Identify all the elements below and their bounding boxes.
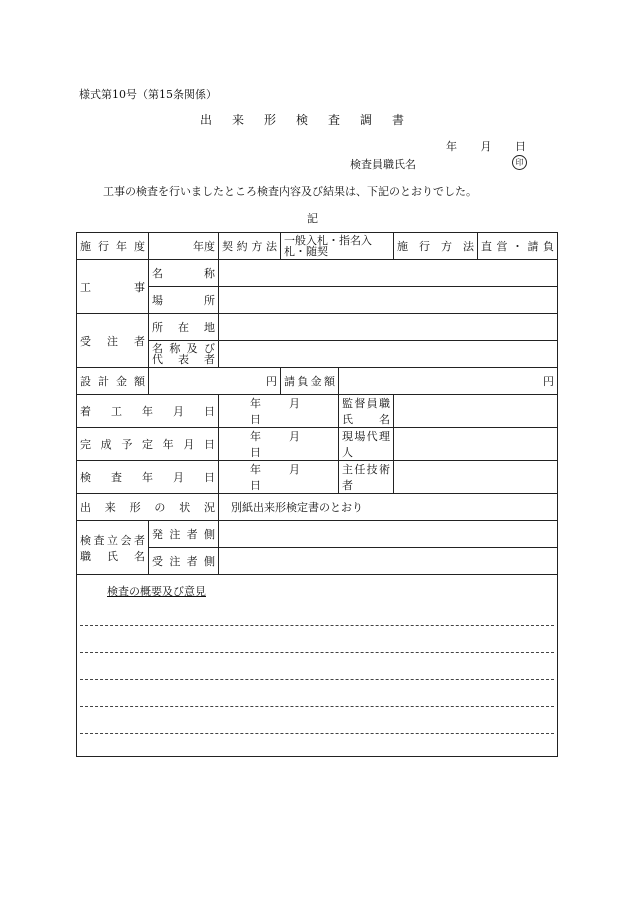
contractor-side-field[interactable] [219, 548, 558, 575]
notes-area[interactable] [77, 575, 558, 757]
witness-line-1: 検査立会者 [80, 533, 145, 547]
seal-icon: 印 [512, 155, 527, 170]
inspection-day: 日 [250, 479, 261, 492]
chief-engineer-label: 主任技術者 [339, 461, 394, 494]
contract-amount-field[interactable]: 円 [339, 368, 558, 395]
planned-day: 日 [250, 446, 261, 459]
witness-label [77, 521, 149, 575]
start-date-label: 着工年月日 [77, 395, 219, 428]
intro-text: 工事の検査を行いましたところ検査内容及び結果は、下記のとおりでした。 [103, 185, 477, 198]
fiscal-year-label: 施行年度 [77, 233, 149, 260]
inspection-month: 月 [289, 463, 300, 476]
name-rep-line-2: 代表者 [152, 353, 215, 366]
contract-amount-label: 請負金額 [281, 368, 339, 395]
planned-completion-label: 完成予定年月日 [77, 428, 219, 461]
start-year: 年 [250, 397, 261, 410]
design-amount-field[interactable]: 円 [149, 368, 281, 395]
execution-method-options[interactable]: 直営・請負 [478, 233, 558, 260]
work-name-field[interactable] [219, 260, 558, 287]
planned-month: 月 [289, 430, 300, 443]
notes-line [80, 625, 554, 652]
planned-year: 年 [250, 430, 261, 443]
document-title: 出来形検査調書 [200, 113, 425, 127]
progress-status-label: 出来形の状況 [77, 494, 219, 521]
inspection-year: 年 [250, 463, 261, 476]
orderer-side-field[interactable] [219, 521, 558, 548]
contract-method-options[interactable]: 一般入札・指名入札・随契 [281, 233, 394, 260]
ki-heading: 記 [307, 212, 318, 225]
date-month-label: 月 [480, 140, 492, 153]
site-agent-label: 現場代理人 [339, 428, 394, 461]
progress-status-field[interactable]: 別紙出来形検定書のとおり [219, 494, 558, 521]
orderer-side-label: 発注者側 [149, 521, 219, 548]
chief-engineer-field[interactable] [394, 461, 558, 494]
work-name-label: 名称 [149, 260, 219, 287]
inspection-date-field[interactable] [219, 461, 339, 494]
execution-method-label: 施行方法 [394, 233, 478, 260]
contract-method-label: 契約方法 [219, 233, 281, 260]
start-day: 日 [250, 413, 261, 426]
start-month: 月 [289, 397, 300, 410]
notes-line [80, 679, 554, 706]
form-number: 様式第10号（第15条関係） [79, 88, 217, 101]
design-amount-label: 設計金額 [77, 368, 149, 395]
witness-line-2: 職氏名 [80, 549, 145, 563]
start-date-field[interactable] [219, 395, 339, 428]
contractor-address-label: 所在地 [149, 314, 219, 341]
notes-line [80, 733, 554, 756]
inspection-date-label: 検査年月日 [77, 461, 219, 494]
contractor-name-rep-label [149, 341, 219, 368]
date-year-label: 年 [446, 140, 457, 153]
work-place-field[interactable] [219, 287, 558, 314]
inspector-name-label: 検査員職氏名 [350, 158, 416, 171]
fiscal-year-field[interactable]: 年度 [149, 233, 219, 260]
contractor-address-field[interactable] [219, 314, 558, 341]
planned-completion-field[interactable] [219, 428, 339, 461]
inspection-form-table [76, 232, 558, 757]
site-agent-field[interactable] [394, 428, 558, 461]
notes-title: 検査の概要及び意見 [107, 585, 206, 598]
notes-line [80, 652, 554, 679]
name-rep-line-1: 名称及び [152, 342, 215, 355]
contractor-name-rep-field[interactable] [219, 341, 558, 368]
work-place-label: 場所 [149, 287, 219, 314]
contractor-side-label: 受注者側 [149, 548, 219, 575]
notes-line [80, 706, 554, 733]
notes-spacer [80, 599, 554, 625]
work-label: 工事 [77, 260, 149, 314]
date-day-label: 日 [515, 140, 526, 153]
supervisor-field[interactable] [394, 395, 558, 428]
supervisor-label: 監督員職氏名 [339, 395, 394, 428]
document-date [446, 138, 526, 154]
contractor-label: 受注者 [77, 314, 149, 368]
